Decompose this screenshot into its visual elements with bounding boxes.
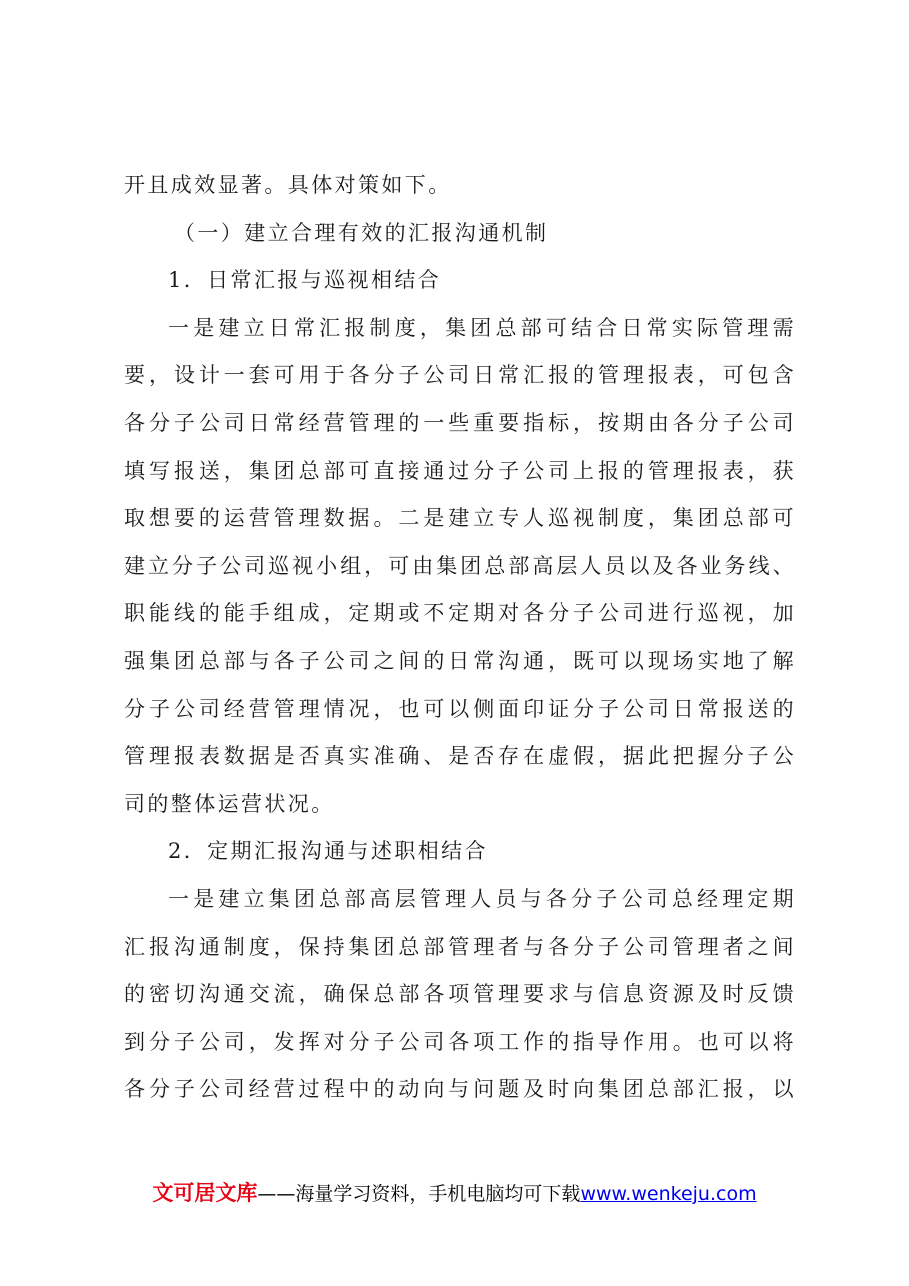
paragraph-line: 一是建立集团总部高层管理人员与各分子公司总经理定期 (168, 886, 796, 911)
page-footer (0, 1180, 909, 1207)
paragraph-line: 一是建立日常汇报制度，集团总部可结合日常实际管理需 (168, 315, 796, 340)
paragraph-line: 各分子公司日常经营管理的一些重要指标，按期由各分子公司 (124, 410, 796, 435)
paragraph-last-line: 司的整体运营状况。 (124, 791, 335, 816)
paragraph-continuation-line: 开且成效显著。具体对策如下。 (124, 173, 452, 197)
paragraph-line: 各分子公司经营过程中的动向与问题及时向集团总部汇报，以 (124, 1077, 796, 1102)
paragraph-line: 强集团总部与各子公司之间的日常沟通，既可以现场实地了解 (124, 648, 796, 673)
subsection-heading-1: 1．日常汇报与巡视相结合 (168, 268, 442, 293)
footer-slogan: ——海量学习资料，手机电脑均可下载 (257, 1183, 581, 1205)
paragraph-line: 取想要的运营管理数据。二是建立专人巡视制度，集团总部可 (124, 506, 796, 531)
paragraph-line: 要，设计一套可用于各分子公司日常汇报的管理报表，可包含 (124, 363, 796, 388)
paragraph-line: 的密切沟通交流，确保总部各项管理要求与信息资源及时反馈 (124, 982, 796, 1007)
section-heading: （一）建立合理有效的汇报沟通机制 (174, 220, 549, 245)
paragraph-line: 汇报沟通制度，保持集团总部管理者与各分子公司管理者之间 (124, 934, 796, 959)
paragraph-line: 建立分子公司巡视小组，可由集团总部高层人员以及各业务线、 (124, 553, 796, 578)
footer-link[interactable]: www.wenkeju.com (580, 1183, 757, 1205)
paragraph-line: 分子公司经营管理情况，也可以侧面印证分子公司日常报送的 (124, 696, 796, 721)
subsection-heading-2: 2．定期汇报沟通与述职相结合 (168, 839, 488, 864)
paragraph-line: 职能线的能手组成，定期或不定期对各分子公司进行巡视，加 (124, 601, 796, 626)
paragraph-line: 填写报送，集团总部可直接通过分子公司上报的管理报表，获 (124, 458, 796, 483)
footer-brand: 文可居文库 (152, 1181, 258, 1205)
paragraph-line: 到分子公司，发挥对分子公司各项工作的指导作用。也可以将 (124, 1029, 796, 1054)
document-body (124, 162, 796, 1114)
paragraph-line: 管理报表数据是否真实准确、是否存在虚假，据此把握分子公 (124, 744, 796, 769)
